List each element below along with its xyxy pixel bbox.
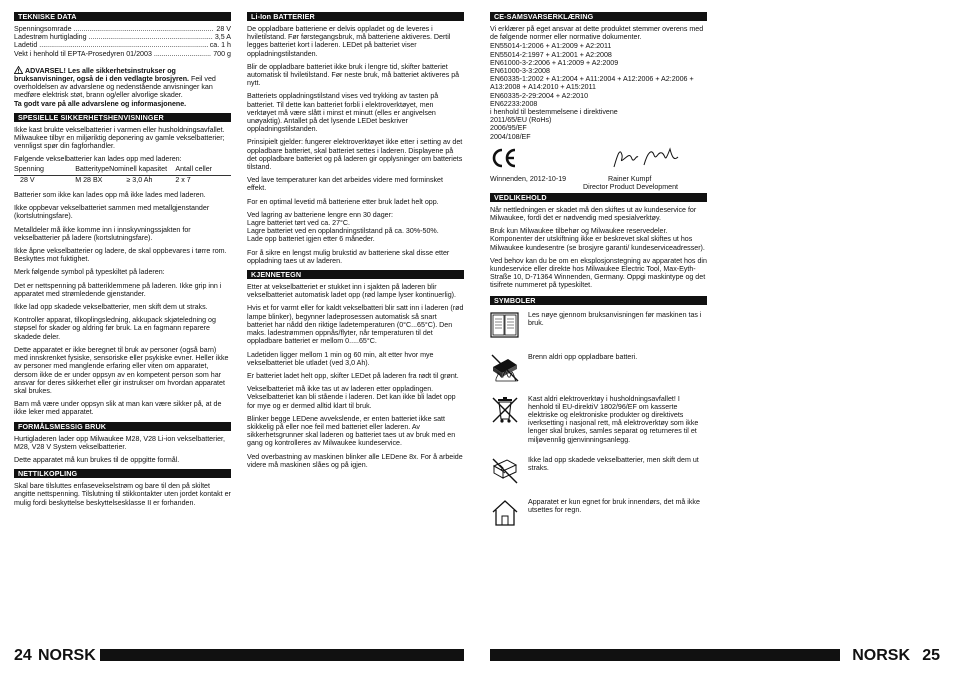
language-label-right: NORSK <box>848 647 910 665</box>
table-cell: ≥ 3,0 Ah <box>126 175 153 184</box>
battery-para: Prinsipielt gjelder: fungerer elektroverktøyet ikke etter i setting av det oppladbare batteriet, skal batteriet settes i laderen. Displayene på det oppladbare batteriet og på laderen gir opplysninger om batteriets tilstand. <box>247 138 463 172</box>
no-damaged-battery-icon <box>490 456 520 486</box>
battery-para: De oppladbare batteriene er delvis oppladet og de leveres i hviletilstand. Før førstegangsbruk, må batteriene aktiveres. Dertil legges batteriet kort i laderen. LEDet på batteriet viser oppladningstilstanden. <box>247 25 451 58</box>
maintenance-para: Bruk kun Milwaukee tilbehør og Milwaukee reservedeler. Komponenter der utskiftning ikke er beskrevet skal skiftes ut hos Milwaukee kundesentre (se brosjyre garanti/ kundeserviceadresser). <box>490 227 705 252</box>
ce-directive: 2004/108/EF <box>490 132 531 141</box>
ce-place-date: Winnenden, 2012-10-19 <box>490 174 567 183</box>
maintenance-paragraphs <box>490 206 707 290</box>
symbol-row <box>490 456 707 486</box>
spec-row <box>14 41 231 49</box>
no-fire-battery-icon <box>490 353 520 383</box>
spec-label: Vekt i henhold til EPTA-Prosedyren 01/2003 ..... <box>14 50 211 58</box>
ce-standards <box>490 42 707 108</box>
ce-directives-intro: i henhold til bestemmelsene i direktivene <box>490 108 618 117</box>
ce-standard: EN61000-3-3:2008 <box>490 67 550 76</box>
indoor-house-icon <box>490 498 520 528</box>
marking-para: Etter at vekselbatteriet er stukket inn i sjakten på laderen blir vekselbatteriet automatisk ladet opp (rød lampe lyser kontinuerlig). <box>247 283 456 300</box>
symbol-row <box>490 395 707 444</box>
symbol-row <box>490 353 707 383</box>
safety-para: Barn må være under oppsyn slik at man kan være sikker på, at de ikke leker med apparatet. <box>14 400 222 417</box>
spec-value: 3,5 A <box>214 33 231 42</box>
symbol-text: Apparatet er kun egnet for bruk innendørs, det må ikke utsettes for regn. <box>528 497 700 515</box>
marking-para: Blinker begge LEDene avvekslende, er enten batteriet ikke satt skikkelig på eller noe feil med batteriet eller laderen. Av sikkerhetsgrunner skal laderen og batteriet taes ut av bruk med en gang og kontrolleres av Milwaukee kundeservice. <box>247 414 456 448</box>
marking-para: Er batteriet ladet helt opp, skifter LEDet på laderen fra rødt til grønt. <box>247 371 459 380</box>
marking-para: Ved overbastning av maskinen blinker alle LEDene 8x. For å arbeide videre må maskinen slåes og på igjen. <box>247 452 463 469</box>
battery-para: Ved lave temperaturer kan det arbeides videre med forminsket effekt. <box>247 176 443 193</box>
marking-paragraphs <box>247 283 464 469</box>
table-header-row <box>14 165 231 176</box>
ce-signature-block <box>490 145 707 191</box>
marking-header: KJENNETEGN <box>247 270 464 279</box>
ce-header: CE-SAMSVARSERKLÆRING <box>490 12 707 21</box>
safety-para: Ikke kast brukte vekselbatterier i varmen eller husholdningsavfallet. Milwaukee tilbyr en miljøriktig deponering av gamle vekselbatterier; vennligst spør din fagforhandler. <box>14 125 225 151</box>
crossed-bin-icon <box>490 395 520 425</box>
battery-para: For en optimal levetid må batteriene etter bruk ladet helt opp. <box>247 197 439 206</box>
safety-para: Metalldeler må ikke komme inn i innskyvningssjakten for vekselbatterier på ladere (kortslutningsfare). <box>14 225 191 242</box>
marking-para: Hvis et for varmt eller for kaldt vekselbatteri blir satt inn i laderen (rød lampe blinker), begynner ladeprosessen automatisk så snart batteriet har nådd den riktige ladetemperaturen (0°C...65°C). Den maks. ladestrømmen oppnås/flyter, når temperaturen til det oppladbare batteriet er mellom 0.....65°C. <box>247 304 464 346</box>
ce-standard: EN62233:2008 <box>490 99 538 108</box>
ce-intro: Vi erklærer på eget ansvar at dette produktet stemmer overens med de følgende normer eller normative dokumenter. <box>490 25 704 42</box>
symbol-text: Ikke lad opp skadede vekselbatterier, men skift dem ut straks. <box>528 455 699 473</box>
table-header: Antall celler <box>175 165 231 176</box>
purpose-para: Hurtigladeren lader opp Milwaukee M28, V28 Li-ion vekselbatterier, M28, V28 V System vekselbatterier. <box>14 434 225 451</box>
symbol-row <box>490 311 707 341</box>
symbol-text: Les nøye gjennom bruksanvisningen før maskinen tas i bruk. <box>528 310 702 327</box>
battery-paragraphs <box>247 25 464 265</box>
safety-para: Følgende vekselbatterier kan lades opp med laderen: <box>14 155 182 164</box>
left-footer <box>14 647 464 663</box>
symbol-text: Kast aldri elektroverktøy i husholdningsavfallet! I henhold til EU-direktiV 1802/96/EF om kasserte elektriske og elektroniske produkter og direktivets iverksetting i nasjonal rett, må elektroverktøy som ikke lenger skal brukes, samles separat og returneres til et miljøvennlig gjenvinningsanlegg. <box>528 394 699 444</box>
page-number-right: 25 <box>922 647 940 664</box>
manual-icon <box>490 311 520 341</box>
spec-row <box>14 33 231 41</box>
maintenance-header: VEDLIKEHOLD <box>490 193 707 202</box>
safety-para: Det er nettspenning på batteriklemmene på laderen. Ikke grip inn i apparatet med strømledende gjenstander. <box>14 281 222 298</box>
symbols-header: SYMBOLER <box>490 296 707 305</box>
battery-para: Batteriets oppladningstilstand vises ved trykking av tasten på batteriet. Til dette kan batteriet forbli i elektroverktøyet, men verktøyet må være slått i minst et minutt (elles er angivelsen unøyaktig). Antallet på det lysende LEDet beskriver oppladningstilstanden. <box>247 92 439 134</box>
tech-data-header: TEKNISKE DATA <box>14 12 231 21</box>
battery-para: Blir de oppladbare batteriet ikke bruk i lengre tid, skifter batteriet automatisk til hviletilstand. Før neste bruk, må batteriet aktiveres på nytt. <box>247 62 460 88</box>
safety-para: Merk følgende symbol på typeskiltet på laderen: <box>14 268 165 277</box>
right-footer <box>490 647 940 663</box>
signature-icon <box>610 145 680 171</box>
maintenance-para: Ved behov kan du be om en eksplosjonstegning av apparatet hos din kundeservice eller direkte hos Milwaukee Electric Tool, Max-Eyth-Straße 10, D-71364 Winnenden, Germany. Oppgi maskintype og det tisifrete nummeret på typeskiltet. <box>490 256 707 290</box>
safety-para: Dette apparatet er ikke beregnet til bruk av personer (også barn) med innskrenket fysiske, sensoriske eller psykiske evner. Heller ikke av personer med manglende erfaring eller viten om apparatet, dersom ikke de er under oppsyn av en kompetent person som har ansvar for deres sikkerhet eller gir instrukser om hvordan apparatet skal brukes. <box>14 345 229 395</box>
table-cell: 2 x 7 <box>175 175 191 184</box>
table-cell: 28 V <box>20 175 35 184</box>
ce-signer-name: Rainer Kumpf <box>608 174 652 183</box>
spec-label: Ladestrøm hurtiglading ..... <box>14 33 213 41</box>
safety-para: Kontroller apparat, tilkoplingsledning, akkupack skjøteledning og støpsel for skader og aldring før bruk. La en fagmann reparere skadede deler. <box>14 316 216 341</box>
battery-para: For å sikre en lengst mulig brukstid av batteriene skal disse etter oppladning taes ut av laderen. <box>247 248 450 265</box>
warning-triangle-icon <box>14 66 23 74</box>
table-cell: M 28 BX <box>75 175 103 184</box>
purpose-para: Dette apparatet må kun brukes til de oppgitte formål. <box>14 455 180 464</box>
language-label-left: NORSK <box>38 647 100 665</box>
ce-standard: EN60335-2-29:2004 + A2:2010 <box>490 91 589 100</box>
safety-para: Batterier som ikke kan lades opp må ikke lades med laderen. <box>14 191 206 200</box>
safety-paragraphs <box>14 191 231 416</box>
spec-row <box>14 25 231 33</box>
ce-standard: EN55014-1:2006 + A1:2009 + A2:2011 <box>490 42 612 51</box>
ce-directive: 2011/65/EU (RoHs) <box>490 116 552 125</box>
spec-row <box>14 50 231 58</box>
ce-standard: EN61000-3-2:2006 + A1:2009 + A2:2009 <box>490 58 619 67</box>
ce-signer-title: Director Product Development <box>583 182 679 191</box>
safety-para: Ikke lad opp skadede vekselbatterier, men skift dem ut straks. <box>14 303 208 312</box>
mains-para: Skal bare tilsluttes enfasevekselstrøm og bare til den på skiltet angitte nettspenning. Tilslutning til stikkontakter uten jordet kontakt er mulig fordi beskyttelse beskyttelsesklasse II er forhanden. <box>14 482 231 507</box>
mains-header: NETTILKOPLING <box>14 469 231 478</box>
ce-directives <box>490 116 707 141</box>
right-column <box>490 12 707 540</box>
table-header: Spenning <box>14 165 75 176</box>
ce-standard: EN55014-2:1997 + A1:2001 + A2:2008 <box>490 50 612 59</box>
purpose-header: FORMÅLSMESSIG BRUK <box>14 422 231 431</box>
warning-block <box>14 66 231 108</box>
warning-bold: ADVARSEL! Les alle sikkerhetsinstrukser og bruksanvisninger, også de i den vedlagte brosjyren. <box>14 66 190 84</box>
safety-para: Ikke åpne vekselbatterier og ladere, de skal oppbevares i tørre rom. Beskyttes mot fuktighet. <box>14 247 227 264</box>
warning-text: Feil ved overholdelsen av advarslene og nedenstående anvisninger kan medføre elektrisk støt, brann og/eller alvorlige skader. <box>14 75 216 100</box>
battery-table <box>14 165 231 186</box>
table-row <box>14 175 231 186</box>
symbol-row <box>490 498 707 528</box>
warning-keep: Ta godt vare på alle advarslene og informasjonene. <box>14 99 187 108</box>
safety-para: Ikke oppbevar vekselbatteriet sammen med metallgjenstander (kortslutningsfare). <box>14 204 210 221</box>
battery-header: Li-Ion BATTERIER <box>247 12 464 21</box>
ce-standard: EN60335-1:2002 + A1:2004 + A11:2004 + A12:2006 + A2:2006 + A13:2008 + A14:2010 + A15:2011 <box>490 75 694 92</box>
ce-directive: 2006/95/EF <box>490 124 527 133</box>
spec-value: 700 g <box>213 49 231 58</box>
safety-header: SPESIELLE SIKKERHETSHENVISNINGER <box>14 113 231 122</box>
table-header: BatteritypeNominell kapasitet <box>75 165 175 176</box>
battery-para: Ved lagring av batteriene lengre enn 30 dager: Lagre batteriet tørt ved ca. 27°C. Lagre batteriet ved en opplandningstilstand på ca. 30%-50%. Lade opp batteriet igjen etter 6 måneder. <box>247 210 439 244</box>
ce-mark-icon <box>490 147 518 169</box>
spec-label: Spenningsomrade ..... <box>14 25 214 33</box>
left-column-1 <box>14 12 231 512</box>
spec-list <box>14 25 231 58</box>
spec-label: Ladetid ..... <box>14 41 208 49</box>
marking-para: Vekselbatteriet må ikke tas ut av laderen etter oppladingen. Vekselbatteriet kan bli stående i laderen. Det kan ikke bli ladet opp for mye og er dermed alltid klart til bruk. <box>247 385 456 410</box>
spec-value: ca. 1 h <box>209 41 231 50</box>
symbol-text: Brenn aldri opp oppladbare batteri. <box>528 352 638 361</box>
spec-value: 28 V <box>216 25 231 33</box>
left-column-2 <box>247 12 464 474</box>
page-number-left: 24 <box>14 647 32 664</box>
marking-para: Ladetiden ligger mellom 1 min og 60 min, alt etter hvor mye vekselbatteriet ble utladet (ved 3,0 Ah). <box>247 350 434 367</box>
maintenance-para: Når nettledningen er skadet må den skiftes ut av kundeservice for Milwaukee, fordi det er nødvendig med spesialverktøy. <box>490 205 697 223</box>
